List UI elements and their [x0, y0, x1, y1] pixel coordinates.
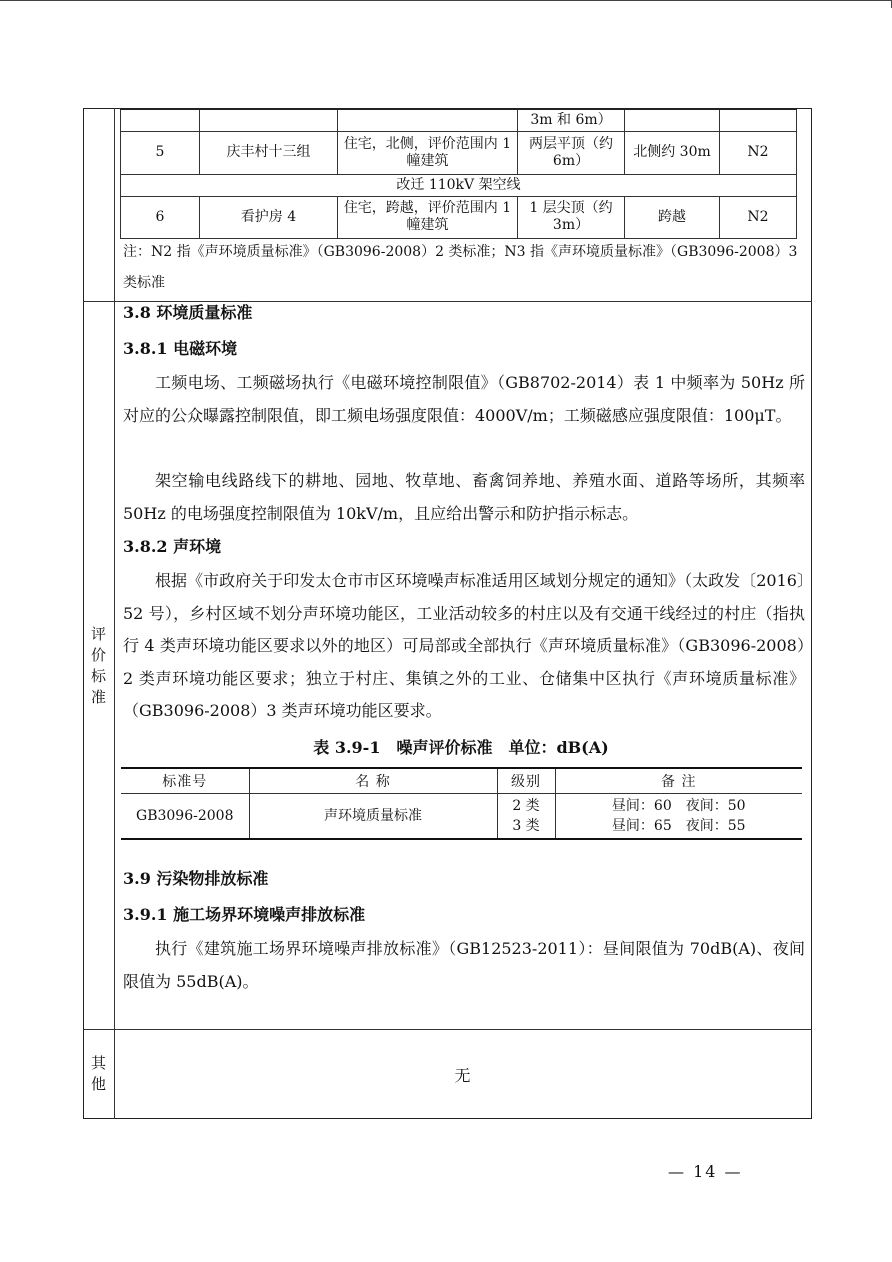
level-cell — [497, 794, 555, 840]
side-label-other-text: 其他 — [90, 1054, 106, 1093]
standard-number: GB3096-2008 — [121, 794, 249, 840]
label-column-divider — [114, 108, 115, 1119]
header-standard-no: 标准号 — [121, 768, 249, 794]
row-number — [121, 109, 200, 131]
target-name: 庆丰村十三组 — [200, 131, 338, 174]
distance: 跨越 — [625, 196, 720, 238]
remarks-cell — [555, 794, 802, 840]
header-level: 级别 — [497, 768, 555, 794]
side-label-standards-text: 评价标准 — [90, 624, 106, 706]
side-label-other — [83, 1030, 114, 1118]
table-group-row — [121, 174, 797, 196]
table-row — [121, 131, 797, 174]
paragraph-noise-zoning: 根据《市政府关于印发太仓市市区环境噪声标准适用区域划分规定的通知》（太政发〔2016〕52 号），乡村区域不划分声环境功能区，工业活动较多的村庄以及有交通干线经过的村庄（指执行 4 类声环境功能区要求以外的地区）可局部或全部执行《声环境质量标准》（GB3096-2008）2 类声环境功能区要求；独立于村庄、集镇之外的工业、仓储集中区执行《声环境质量标准》（GB3096-2008）3 类声环境功能区要求。 — [123, 571, 805, 720]
target-name: 看护房 4 — [200, 196, 338, 238]
table-row — [121, 109, 797, 131]
header-remarks: 备 注 — [555, 768, 802, 794]
row-divider-standards — [83, 301, 812, 302]
table-row — [121, 794, 802, 840]
table-row — [121, 196, 797, 238]
noise-class — [720, 109, 797, 131]
remark-level-3: 昼间：65 夜间：55 — [611, 818, 746, 834]
distance: 北侧约 30m — [625, 131, 720, 174]
side-label-standards — [83, 302, 114, 1029]
sensitive-target-table — [120, 108, 797, 239]
subsection-title-3-8-2: 3.8.2 声环境 — [123, 537, 222, 556]
target-info — [338, 109, 518, 131]
header-name: 名 称 — [249, 768, 497, 794]
building-height: 两层平顶（约 6m） — [518, 131, 625, 174]
section-title-3-8: 3.8 环境质量标准 — [123, 303, 253, 322]
table-caption: 表 3.9-1 噪声评价标准 单位：dB(A) — [313, 738, 609, 757]
page-top-border — [0, 0, 892, 1]
distance — [625, 109, 720, 131]
target-info: 住宅，北侧，评价范围内 1 幢建筑 — [338, 131, 518, 174]
subsection-title-3-8-1: 3.8.1 电磁环境 — [123, 339, 238, 358]
remark-level-2: 昼间：60 夜间：50 — [611, 798, 746, 814]
building-height: 3m 和 6m） — [518, 109, 625, 131]
other-content: 无 — [454, 1065, 471, 1085]
group-label: 改迁 110kV 架空线 — [121, 174, 797, 196]
noise-class: N2 — [720, 131, 797, 174]
building-height: 1 层尖顶（约 3m） — [518, 196, 625, 238]
page-number: — 14 — — [668, 1162, 743, 1181]
noise-standard-table — [121, 767, 802, 840]
paragraph-construction-noise: 执行《建筑施工场界环境噪声排放标准》（GB12523-2011）：昼间限值为 70dB(A)、夜间限值为 55dB(A)。 — [123, 939, 805, 991]
row-number: 6 — [121, 196, 200, 238]
level-2: 2 类 — [512, 798, 540, 814]
table-note: 注：N2 指《声环境质量标准》（GB3096-2008）2 类标准；N3 指《声环境质量标准》（GB3096-2008）3 类标准 — [123, 244, 798, 291]
paragraph-overhead-line: 架空输电线路线下的耕地、园地、牧草地、畜禽饲养地、养殖水面、道路等场所，其频率 50Hz 的电场强度控制限值为 10kV/m，且应给出警示和防护指示标志。 — [123, 471, 805, 523]
section-title-3-9: 3.9 污染物排放标准 — [123, 869, 269, 888]
target-name — [200, 109, 338, 131]
table-header-row — [121, 768, 802, 794]
noise-class: N2 — [720, 196, 797, 238]
target-info: 住宅，跨越，评价范围内 1 幢建筑 — [338, 196, 518, 238]
level-3: 3 类 — [512, 818, 540, 834]
row-number: 5 — [121, 131, 200, 174]
subsection-title-3-9-1: 3.9.1 施工场界环境噪声排放标准 — [123, 905, 366, 924]
standard-name: 声环境质量标准 — [249, 794, 497, 840]
paragraph-emf-limits: 工频电场、工频磁场执行《电磁环境控制限值》（GB8702-2014）表 1 中频率为 50Hz 所对应的公众曝露控制限值，即工频电场强度限值：4000V/m；工频磁感应强度限值：100μT。 — [123, 373, 805, 425]
